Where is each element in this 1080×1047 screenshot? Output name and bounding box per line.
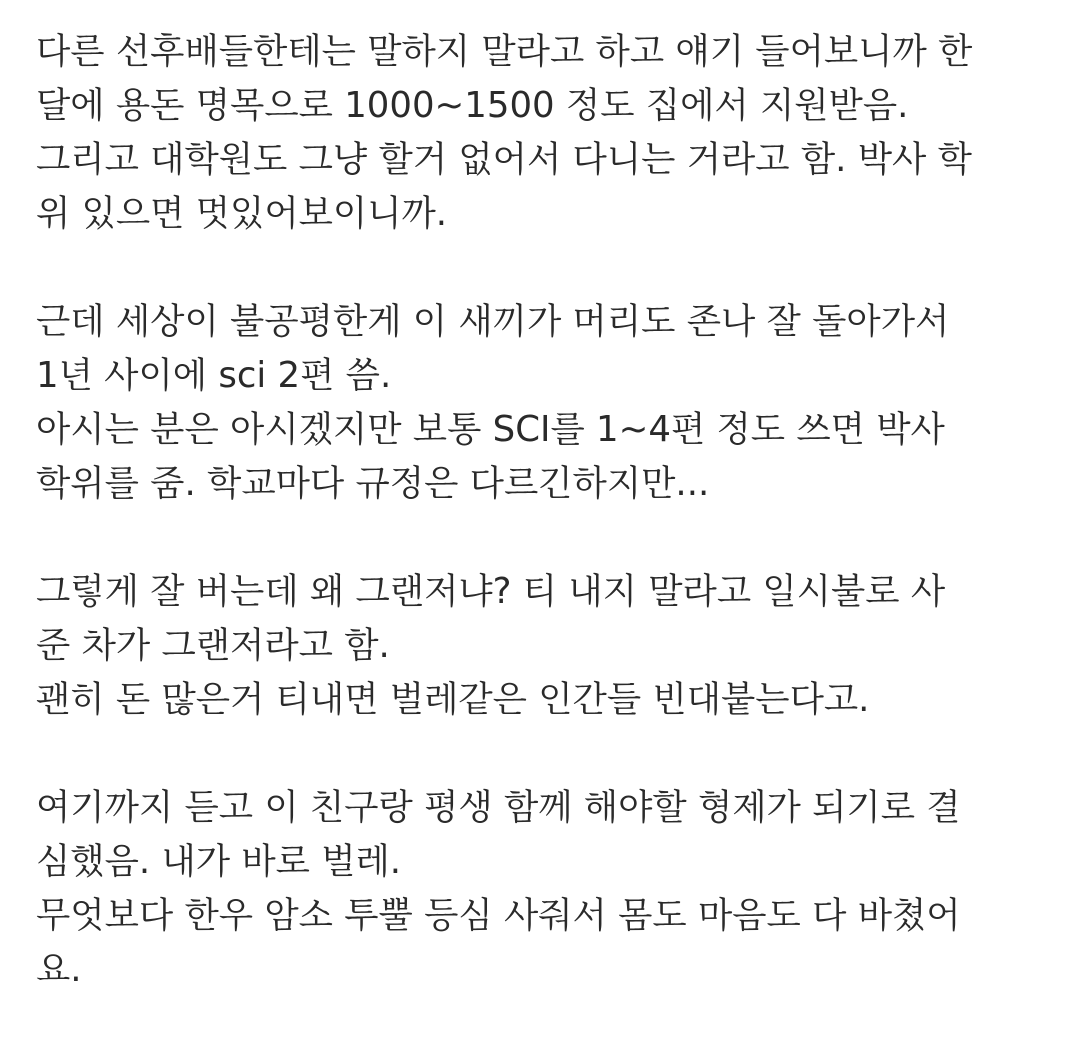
text-line: 근데 세상이 불공평한게 이 새끼가 머리도 존나 잘 돌아가서	[36, 301, 950, 342]
text-line: 괜히 돈 많은거 티내면 벌레같은 인간들 빈대붙는다고.	[36, 679, 870, 720]
text-line: 위 있으면 멋있어보이니까.	[36, 193, 448, 234]
paragraph-gap	[36, 241, 1056, 295]
text-line: 무엇보다 한우 암소 투뿔 등심 사줘서 몸도 마음도 다 바쳤어	[36, 895, 961, 936]
text-line: 아시는 분은 아시겠지만 보통 SCI를 1~4편 정도 쓰면 박사	[36, 409, 945, 450]
paragraph	[36, 295, 1056, 511]
text-line: 달에 용돈 명목으로 1000~1500 정도 집에서 지원받음.	[36, 85, 909, 126]
paragraph	[36, 25, 1056, 241]
text-line: 그리고 대학원도 그냥 할거 없어서 다니는 거라고 함. 박사 학	[36, 139, 972, 180]
paragraph	[36, 565, 1056, 727]
text-line: 여기까지 듣고 이 친구랑 평생 함께 해야할 형제가 되기로 결	[36, 787, 961, 828]
text-line: 심했음. 내가 바로 벌레.	[36, 841, 402, 882]
paragraph-gap	[36, 511, 1056, 565]
text-line: 준 차가 그랜저라고 함.	[36, 625, 390, 666]
post-body	[36, 25, 1056, 997]
text-line: 학위를 줌. 학교마다 규정은 다르긴하지만...	[36, 463, 710, 504]
text-line: 요.	[36, 949, 82, 990]
text-line: 그렇게 잘 버는데 왜 그랜저냐? 티 내지 말라고 일시불로 사	[36, 571, 946, 612]
paragraph-gap	[36, 727, 1056, 781]
text-line: 다른 선후배들한테는 말하지 말라고 하고 얘기 들어보니까 한	[36, 31, 973, 72]
text-line: 1년 사이에 sci 2편 씀.	[36, 355, 392, 396]
paragraph	[36, 781, 1056, 997]
